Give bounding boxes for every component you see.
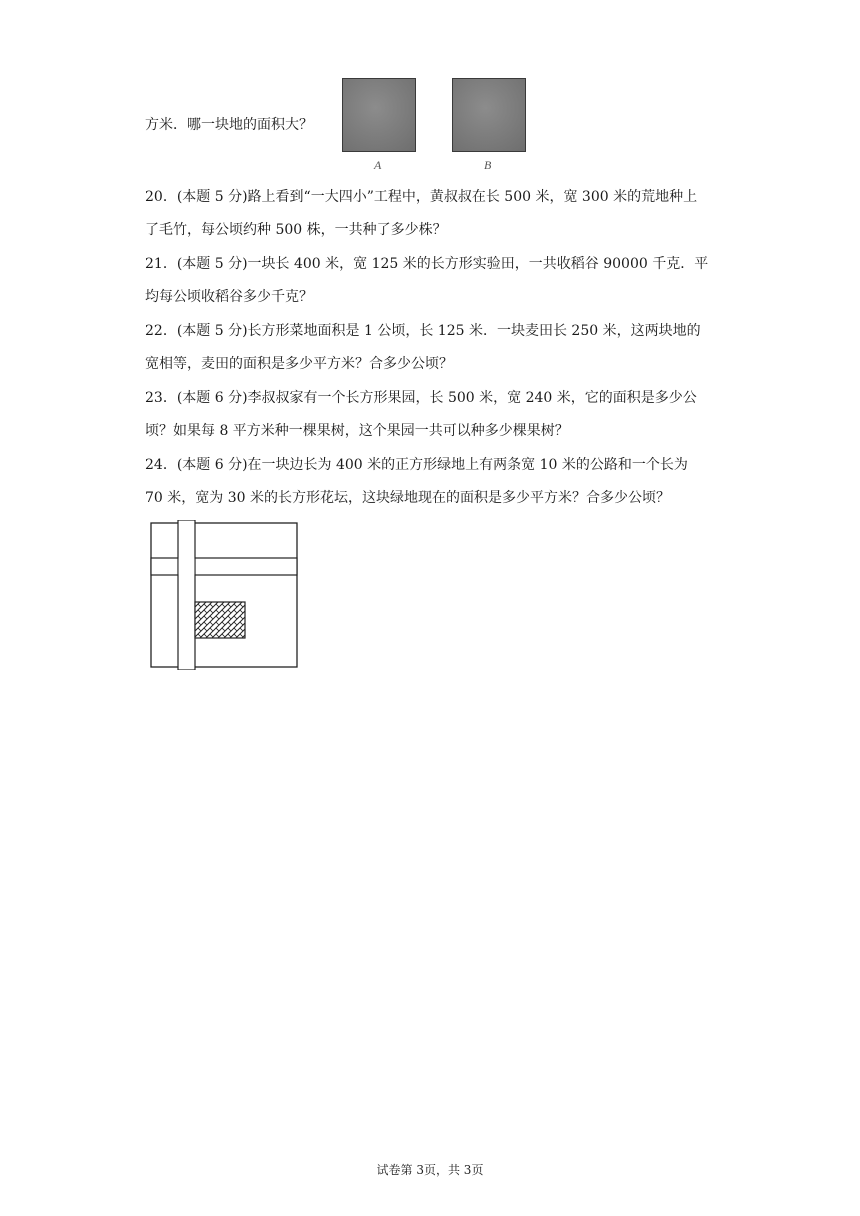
q23-line1: 23．(本题 6 分)李叔叔家有一个长方形果园，长 500 米，宽 240 米，它的面积是多少公 xyxy=(145,390,697,406)
horizontal-road xyxy=(151,558,297,575)
q21-line1: 21．(本题 5 分)一块长 400 米，宽 125 米的长方形实验田，一共收稻谷 90000 千克．平 xyxy=(145,256,709,272)
flower-bed xyxy=(195,602,245,638)
q24-line1: 24．(本题 6 分)在一块边长为 400 米的正方形绿地上有两条宽 10 米的公路和一个长为 xyxy=(145,457,688,473)
q24-line2: 70 米，宽为 30 米的长方形花坛，这块绿地现在的面积是多少平方米？合多少公顷？ xyxy=(145,490,670,506)
area-comparison-figure xyxy=(326,72,524,176)
q22-line1: 22．(本题 5 分)长方形菜地面积是 1 公顷，长 125 米．一块麦田长 250 米，这两块地的 xyxy=(145,323,701,339)
q20-line2: 了毛竹，每公顷约种 500 株，一共种了多少株？ xyxy=(145,222,447,238)
square-b-label: B xyxy=(484,158,492,172)
square-b xyxy=(452,78,526,152)
road-crossing xyxy=(179,559,195,575)
q22-line2: 宽相等，麦田的面积是多少平方米？合多少公顷？ xyxy=(145,356,453,372)
square-a xyxy=(342,78,416,152)
field-outline xyxy=(151,523,297,667)
green-field-diagram xyxy=(150,520,300,670)
q19-tail-text: 方米．哪一块地的面积大？ xyxy=(145,117,313,133)
q23-line2: 顷？如果每 8 平方米种一棵果树，这个果园一共可以种多少棵果树？ xyxy=(145,423,569,439)
vertical-road xyxy=(178,520,195,670)
q20-line1: 20．(本题 5 分)路上看到“一大四小”工程中，黄叔叔在长 500 米，宽 300 米的荒地种上 xyxy=(145,189,698,205)
square-a-label: A xyxy=(374,158,382,172)
page-footer: 试卷第 3页，共 3页 xyxy=(376,1163,484,1177)
q21-line2: 均每公顷收稻谷多少千克？ xyxy=(145,289,313,305)
